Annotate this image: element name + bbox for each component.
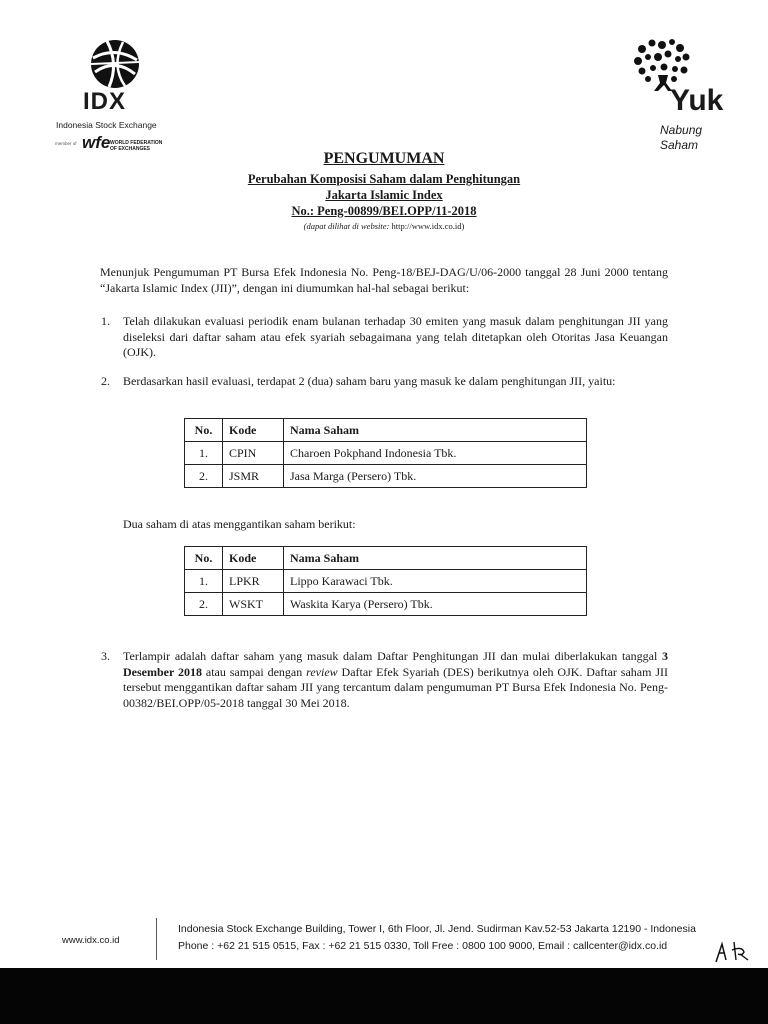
- table-header-row: [185, 419, 587, 442]
- replaced-stocks-table: [184, 546, 587, 616]
- scan-black-bar: [0, 968, 768, 1024]
- cell-kode: JSMR: [223, 465, 284, 488]
- intro-paragraph: Menunjuk Pengumuman PT Bursa Efek Indonesia No. Peng-18/BEJ-DAG/U/06-2000 tanggal 28 Juni 2000 tentang “Jakarta Islamic Index (JII)”, dengan ini diumumkan hal-hal sebagai berikut:: [100, 265, 668, 295]
- cell-kode: CPIN: [223, 442, 284, 465]
- item-text: Berdasarkan hasil evaluasi, terdapat 2 (dua) saham baru yang masuk ke dalam penghitungan JII, yaitu:: [123, 374, 616, 388]
- wfe-line1: WORLD FEDERATION: [110, 140, 163, 146]
- item-number: 1.: [101, 314, 110, 328]
- footer-address: Indonesia Stock Exchange Building, Tower I, 6th Floor, Jl. Jend. Sudirman Kav.52-53 Jakarta 12190 - Indonesia: [178, 923, 696, 935]
- cell-nama: Charoen Pokphand Indonesia Tbk.: [284, 442, 587, 465]
- cell-nama: Jasa Marga (Persero) Tbk.: [284, 465, 587, 488]
- col-nama-header: Nama Saham: [284, 419, 587, 442]
- col-kode-header: Kode: [223, 419, 284, 442]
- col-nama-header: Nama Saham: [284, 547, 587, 570]
- table-header-row: [185, 547, 587, 570]
- table-row: [185, 570, 587, 593]
- cell-no: 2.: [185, 465, 223, 488]
- document-index-name: Jakarta Islamic Index: [325, 188, 443, 202]
- document-subtitle: Perubahan Komposisi Saham dalam Penghitungan: [247, 172, 521, 186]
- cell-no: 1.: [185, 442, 223, 465]
- effective-date: 3 Desember 2018: [123, 649, 668, 679]
- col-kode-header: Kode: [223, 547, 284, 570]
- yuk-line2: Saham: [660, 138, 699, 152]
- item-text: Telah dilakukan evaluasi periodik enam bulanan terhadap 30 emiten yang masuk dalam penghitungan JII yang diseleksi dari daftar saham atau efek syariah sebagaimana yang telah ditetapkan oleh Otoritas Jasa Keuangan (OJK).: [123, 314, 668, 359]
- wfe-line2: OF EXCHANGES: [110, 146, 151, 152]
- yuk-subtitle: [660, 123, 702, 153]
- table-row: [185, 593, 587, 616]
- website-note: [0, 221, 768, 231]
- cell-kode: WSKT: [223, 593, 284, 616]
- website-label: (dapat dilihat di website:: [303, 221, 390, 231]
- idx-logo-text: IDX: [83, 88, 127, 115]
- cell-kode: LPKR: [223, 570, 284, 593]
- footer-divider: [156, 918, 158, 960]
- col-no-header: No.: [185, 547, 223, 570]
- col-no-header: No.: [185, 419, 223, 442]
- item-text-part: Daftar Efek Syariah (DES) berikutnya oleh OJK. Daftar saham JII tersebut menggantikan daftar saham JII yang tercantum dalam pengumuman PT Bursa Efek Indonesia No. Peng-00382/BEI.OPP/05-2018 tanggal 30 Mei 2018.: [123, 664, 668, 710]
- replace-text: Dua saham di atas menggantikan saham berikut:: [123, 517, 356, 531]
- yuk-logo-text: Yuk: [670, 84, 724, 117]
- cell-no: 2.: [185, 593, 223, 616]
- website-url[interactable]: http://www.idx.co.id): [391, 221, 465, 231]
- yuk-line1: Nabung: [660, 123, 703, 137]
- footer-website-link[interactable]: www.idx.co.id: [62, 935, 120, 946]
- item-text: [123, 649, 668, 711]
- cell-nama: Lippo Karawaci Tbk.: [284, 570, 587, 593]
- document-title: PENGUMUMAN: [323, 150, 445, 167]
- item-text-part: atau sampai dengan: [201, 664, 307, 679]
- table-row: [185, 442, 587, 465]
- cell-no: 1.: [185, 570, 223, 593]
- new-stocks-table: [184, 418, 587, 488]
- wfe-logo-icon: wfe: [82, 133, 111, 152]
- item-number: 2.: [101, 374, 110, 388]
- item-text-part: Terlampir adalah daftar saham yang masuk dalam Daftar Penghitungan JII dan mulai diberlakukan tanggal: [123, 649, 662, 663]
- footer-contact: Phone : +62 21 515 0515, Fax : +62 21 515 0330, Toll Free : 0800 100 9000, Email : callcenter@idx.co.id: [178, 940, 668, 952]
- handwritten-initials-icon: [712, 938, 756, 966]
- item-number: 3.: [101, 649, 110, 663]
- cell-nama: Waskita Karya (Persero) Tbk.: [284, 593, 587, 616]
- table-row: [185, 465, 587, 488]
- idx-subtitle: Indonesia Stock Exchange: [56, 120, 157, 130]
- review-word: review: [306, 664, 338, 679]
- wfe-member-label: member of: [55, 141, 77, 146]
- document-number: No.: Peng-00899/BEI.OPP/11-2018: [291, 204, 477, 218]
